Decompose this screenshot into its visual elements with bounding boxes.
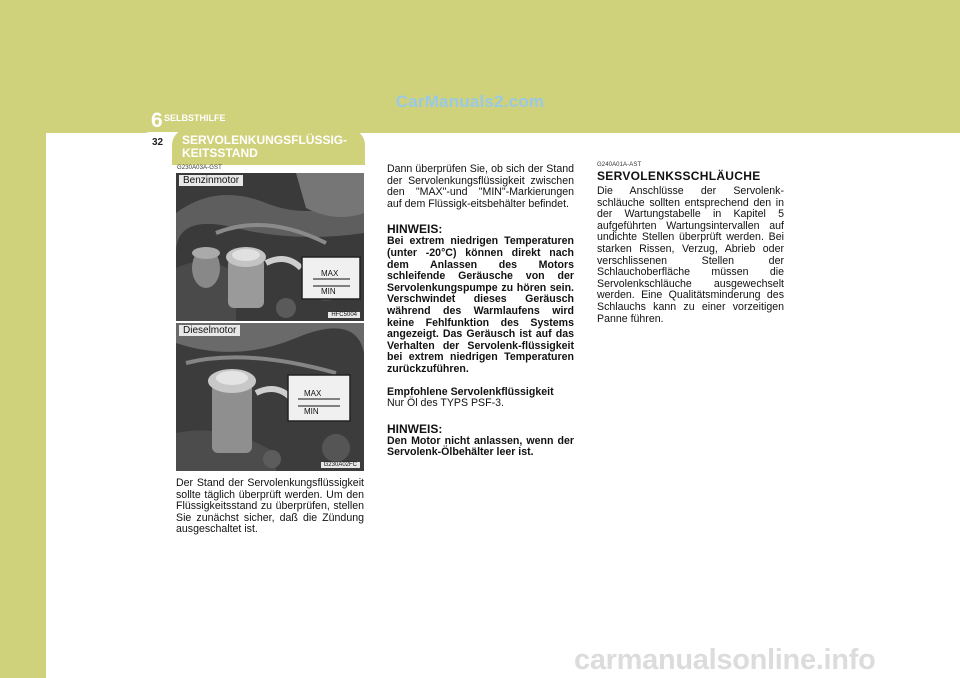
col1-paragraph: Der Stand der Servolenkungsflüssigkeit sollte täglich überprüft werden. Um den Flüssigkeitsstand zu überprüfen, stellen Sie zunächst sicher, daß die Zündung ausgeschaltet ist. xyxy=(176,477,364,536)
page-number: 32 xyxy=(152,137,164,148)
col2-intro-paragraph: Dann überprüfen Sie, ob sich der Stand der Servolenkungsflüssigkeit zwischen den "MAX"-und "MIN"-Markierungen auf dem Flüssigk-eitsbehälter befindet. xyxy=(387,163,574,210)
hinweis1-text: Bei extrem niedrigen Temperaturen (unter -20°C) können direkt nach dem Anlassen des Motors schleifende Geräusche von der Servolenkungspumpe zu hören sein. Verschwindet dieses Geräusch während des Warmlaufens wird keine Fehlfunktion des Systems angezeigt. Das Geräusch ist auf das Verhalten der Servolenk-flüssigkeit bei extrem niedrigen Temperaturen zurückzuführen. xyxy=(387,235,574,375)
col3-section-title: SERVOLENKSSCHLÄUCHE xyxy=(597,169,761,183)
chapter-number: 6 xyxy=(151,109,163,132)
left-margin-strip xyxy=(0,133,46,678)
hinweis2-text: Den Motor nicht anlassen, wenn der Servolenk-Ölbehälter leer ist. xyxy=(387,434,574,459)
fluid-title: Empfohlene Servolenkflüssigkeit xyxy=(387,385,554,398)
header-band xyxy=(0,0,960,133)
chapter-title: SELBSTHILFE xyxy=(164,113,226,123)
engine-illustration-2 xyxy=(176,323,364,471)
hinweis2-title: HINWEIS: xyxy=(387,421,443,436)
section-title: SERVOLENKUNGSFLÜSSIG-KEITSSTAND xyxy=(182,133,348,160)
hinweis1-title: HINWEIS: xyxy=(387,222,443,237)
section-code: G230A03A-GST xyxy=(177,165,222,171)
photo2-max-label: MAX xyxy=(304,389,322,398)
photo1-label: Benzinmotor xyxy=(179,175,243,186)
photo1-min-label: MIN xyxy=(321,287,336,296)
photo2-code: G230A02FC xyxy=(321,462,360,468)
col2-block xyxy=(387,164,574,459)
photo-dieselmotor xyxy=(176,323,364,471)
fluid-text: Nur Öl des TYPS PSF-3. xyxy=(387,397,504,410)
col3-code: G240A01A-AST xyxy=(597,162,642,168)
engine-illustration-1 xyxy=(176,173,364,321)
top-watermark[interactable]: CarManuals2.com xyxy=(395,92,545,111)
col3-paragraph: Die Anschlüsse der Servolenk-schläuche sollten entsprechend den in der Wartungstabelle in Kapitel 5 aufgeführten Wartungsintervallen auf undichte Stellen überprüft werden. Bei starken Rissen, Verzug, Abrieb oder verschlissenen Stellen der Schlauchoberfläche müssen die Servolenkschläuche ausgewechselt werden. Eine Qualitätsminderung des Schlauchs kann zu einer vorzeitigen Panne führen. xyxy=(597,185,784,325)
photo-benzinmotor xyxy=(176,173,364,321)
photo1-code: HFC5004 xyxy=(328,312,360,318)
bottom-watermark[interactable]: carmanualsonline.info xyxy=(574,644,876,676)
photo2-min-label: MIN xyxy=(304,407,319,416)
photo2-label: Dieselmotor xyxy=(179,325,240,336)
photo1-max-label: MAX xyxy=(321,269,339,278)
